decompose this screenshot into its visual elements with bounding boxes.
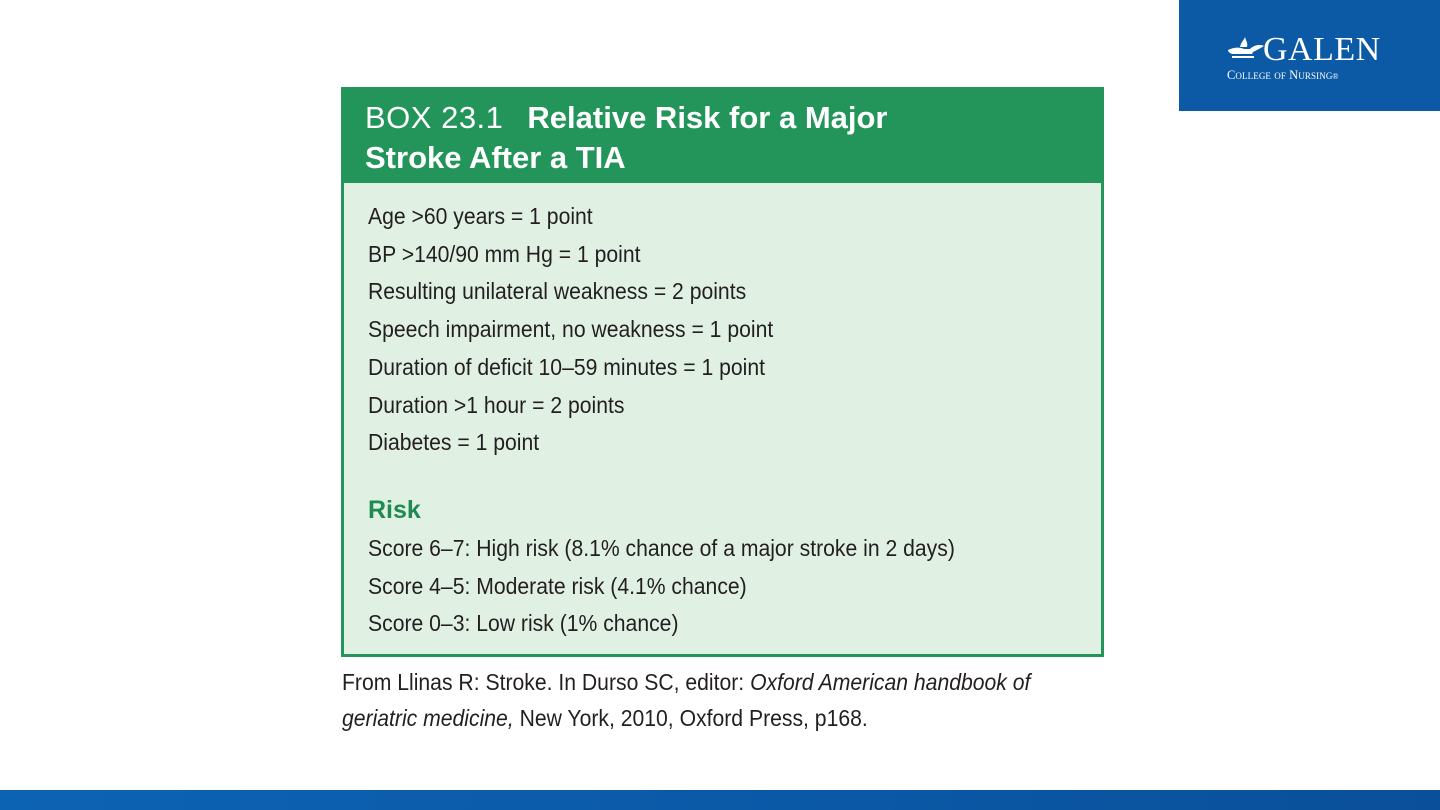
citation-line2 — [342, 700, 1041, 736]
galen-logo — [1179, 0, 1440, 111]
logo-subtitle-text: College of Nursing — [1227, 68, 1333, 82]
logo-wordmark: GALEN — [1263, 31, 1381, 68]
criteria-list — [368, 198, 808, 462]
criteria-item: Diabetes = 1 point — [368, 429, 540, 456]
risk-item: Score 0–3: Low risk (1% chance) — [368, 610, 679, 637]
risk-box — [341, 87, 1104, 657]
risk-list — [368, 530, 1006, 643]
box-number: BOX 23.1 — [365, 100, 504, 135]
criteria-item: Speech impairment, no weakness = 1 point — [368, 316, 774, 343]
citation-book-title-part1: Oxford American handbook of — [750, 669, 1031, 695]
risk-item: Score 4–5: Moderate risk (4.1% chance) — [368, 572, 747, 599]
citation — [342, 664, 1041, 736]
citation-prefix: From Llinas R: Stroke. In Durso SC, editor: — [342, 669, 751, 695]
criteria-item: BP >140/90 mm Hg = 1 point — [368, 240, 641, 267]
criteria-item: Duration >1 hour = 2 points — [368, 391, 625, 418]
risk-item: Score 6–7: High risk (8.1% chance of a major stroke in 2 days) — [368, 535, 955, 561]
citation-suffix: New York, 2010, Oxford Press, p168. — [513, 705, 868, 731]
citation-line1 — [342, 664, 1041, 700]
registered-mark: ® — [1332, 72, 1339, 81]
box-header — [344, 90, 1101, 183]
box-title-line2: Stroke After a TIA — [365, 140, 626, 175]
box-title-line1 — [365, 98, 888, 138]
criteria-item: Resulting unilateral weakness = 2 points — [368, 278, 747, 305]
footer-bar — [0, 790, 1440, 810]
oil-lamp-icon — [1226, 34, 1266, 64]
logo-subtitle — [1227, 68, 1339, 84]
criteria-item: Age >60 years = 1 point — [368, 203, 593, 229]
risk-heading: Risk — [368, 496, 421, 524]
box-title-text: Relative Risk for a Major — [527, 100, 888, 135]
criteria-item: Duration of deficit 10–59 minutes = 1 point — [368, 353, 766, 380]
citation-book-title-part2: geriatric medicine, — [342, 705, 514, 731]
